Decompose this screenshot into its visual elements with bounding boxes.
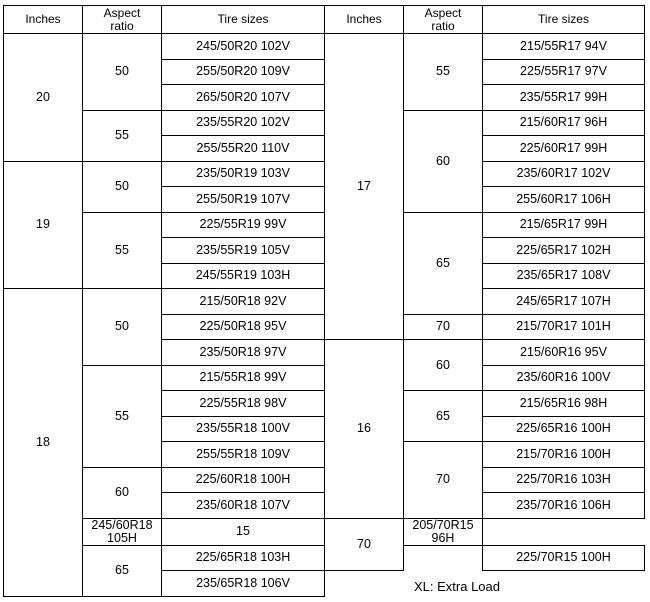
tire-size-cell: 255/55R20 110V (162, 136, 325, 162)
table-row (4, 110, 645, 136)
tire-size-cell: 235/50R18 97V (162, 340, 325, 366)
aspect-ratio-cell: 70 (325, 518, 404, 571)
header-tire-sizes-right: Tire sizes (483, 6, 645, 34)
inches-cell: 15 (162, 518, 325, 545)
tire-size-cell: 235/55R20 102V (162, 110, 325, 136)
tire-size-cell: 225/65R17 102H (483, 238, 645, 264)
aspect-ratio-cell: 50 (83, 289, 162, 366)
table-row (4, 161, 645, 187)
header-tire-sizes-left: Tire sizes (162, 6, 325, 34)
aspect-ratio-label: Aspect ratio (103, 5, 141, 33)
tire-size-cell: 235/60R17 102V (483, 161, 645, 187)
blank-cell (325, 571, 404, 597)
table-row (4, 518, 645, 545)
tire-size-cell: 215/70R16 100H (483, 442, 645, 468)
tire-size-cell: 215/50R18 92V (162, 289, 325, 315)
aspect-ratio-cell: 65 (404, 212, 483, 314)
tire-size-cell: 245/55R19 103H (162, 263, 325, 289)
tire-size-cell: 235/60R18 107V (162, 493, 325, 519)
header-aspect-ratio-left (83, 6, 162, 34)
aspect-ratio-cell: 65 (83, 545, 162, 596)
tire-size-cell: 235/60R16 100V (483, 365, 645, 391)
inches-cell: 20 (4, 34, 83, 162)
aspect-ratio-cell: 55 (83, 212, 162, 289)
tire-size-cell: 245/60R18 105H (83, 518, 162, 545)
tire-size-cell: 225/60R17 99H (483, 136, 645, 162)
tire-size-cell: 225/55R17 97V (483, 59, 645, 85)
tire-size-cell: 235/55R19 105V (162, 238, 325, 264)
tire-size-cell: 235/50R19 103V (162, 161, 325, 187)
tire-size-cell: 215/70R17 101H (483, 314, 645, 340)
aspect-ratio-cell: 65 (404, 391, 483, 442)
tire-size-cell: 215/65R16 98H (483, 391, 645, 417)
tire-size-cell: 245/65R17 107H (483, 289, 645, 315)
tire-size-cell: 225/70R15 100H (483, 545, 645, 571)
inches-cell: 16 (325, 340, 404, 519)
tire-size-cell: 255/60R17 106H (483, 187, 645, 213)
header-row (4, 6, 645, 34)
tire-size-cell: 205/70R15 96H (404, 518, 483, 545)
aspect-ratio-cell: 50 (83, 34, 162, 111)
tire-size-cell: 225/50R18 95V (162, 314, 325, 340)
extra-load-note: XL: Extra Load (404, 545, 483, 596)
tire-size-cell: 225/65R16 100H (483, 416, 645, 442)
aspect-ratio-cell: 55 (404, 34, 483, 111)
table-row (4, 212, 645, 238)
tire-size-cell: 215/55R17 94V (483, 34, 645, 60)
blank-cell (483, 571, 645, 597)
header-aspect-ratio-right (404, 6, 483, 34)
tire-size-cell: 215/65R17 99H (483, 212, 645, 238)
tire-size-cell: 225/55R19 99V (162, 212, 325, 238)
tire-size-cell: 235/55R18 100V (162, 416, 325, 442)
aspect-ratio-label: Aspect ratio (424, 5, 462, 33)
tire-size-cell: 225/70R16 103H (483, 467, 645, 493)
aspect-ratio-cell: 55 (83, 365, 162, 467)
tire-size-cell: 255/55R18 109V (162, 442, 325, 468)
table-row (4, 289, 645, 315)
tire-size-table (3, 5, 645, 597)
aspect-ratio-cell: 70 (404, 442, 483, 519)
tire-size-cell: 235/70R16 106H (483, 493, 645, 519)
aspect-ratio-cell: 60 (404, 110, 483, 212)
tire-size-cell: 225/55R18 98V (162, 391, 325, 417)
inches-cell: 17 (325, 34, 404, 340)
tire-size-cell: 235/65R18 106V (162, 571, 325, 597)
table-row (4, 545, 645, 571)
tire-size-cell: 235/55R17 99H (483, 85, 645, 111)
table-row (4, 34, 645, 60)
tire-size-cell: 255/50R19 107V (162, 187, 325, 213)
tire-size-cell: 245/50R20 102V (162, 34, 325, 60)
tire-size-cell: 225/65R18 103H (162, 545, 325, 571)
header-inches-left: Inches (4, 6, 83, 34)
tire-size-cell: 215/60R17 96H (483, 110, 645, 136)
tire-size-cell: 235/65R17 108V (483, 263, 645, 289)
table-row (4, 365, 645, 391)
table-row (4, 467, 645, 493)
inches-cell: 18 (4, 289, 83, 597)
tire-size-cell: 225/60R18 100H (162, 467, 325, 493)
aspect-ratio-cell: 50 (83, 161, 162, 212)
tire-size-cell: 255/50R20 109V (162, 59, 325, 85)
aspect-ratio-cell: 60 (404, 340, 483, 391)
aspect-ratio-cell: 55 (83, 110, 162, 161)
tire-size-cell: 215/55R18 99V (162, 365, 325, 391)
aspect-ratio-cell: 60 (83, 467, 162, 518)
tire-size-cell: 265/50R20 107V (162, 85, 325, 111)
header-inches-right: Inches (325, 6, 404, 34)
aspect-ratio-cell: 70 (404, 314, 483, 340)
inches-cell: 19 (4, 161, 83, 289)
tire-size-cell: 215/60R16 95V (483, 340, 645, 366)
